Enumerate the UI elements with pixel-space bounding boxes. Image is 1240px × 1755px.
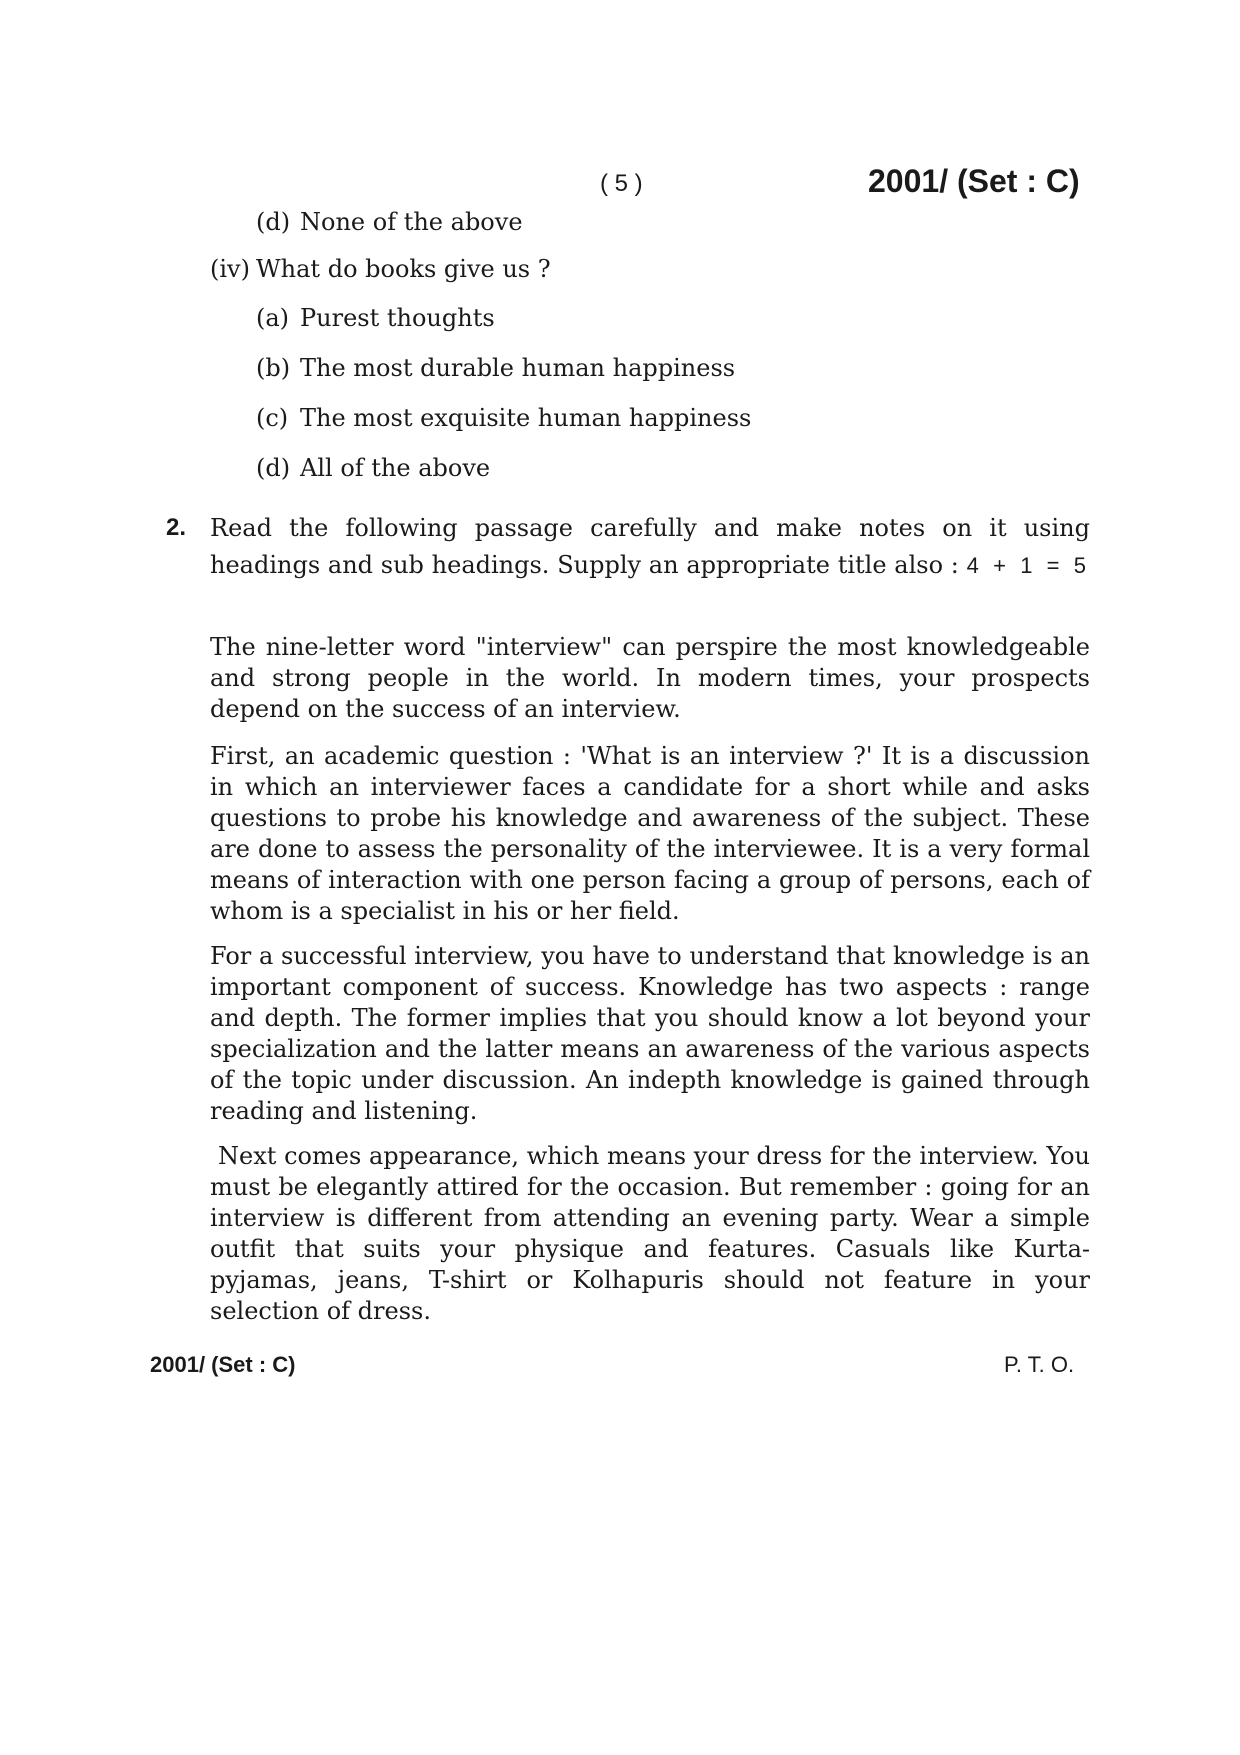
option-label: (d) <box>256 208 291 236</box>
option-label: (a) <box>256 304 290 332</box>
instruction-line-2 <box>210 547 1090 584</box>
passage-paragraph-2: First, an academic question : 'What is an interview ?' It is a discussion in which an interviewer faces a candidate for a short while and asks questions to probe his knowledge and awareness of the subject. These are done to assess the personality of the interviewee. It is a very formal means of interaction with one person facing a group of persons, each of whom is a specialist in his or her field. <box>210 742 1090 925</box>
option-c <box>256 404 751 432</box>
option-text: The most durable human happiness <box>300 354 736 382</box>
prev-option-d <box>256 208 523 236</box>
option-label: (c) <box>256 404 289 432</box>
option-text: Purest thoughts <box>300 304 495 332</box>
question-iv <box>210 255 551 283</box>
question-text: What do books give us ? <box>256 255 551 283</box>
option-d <box>256 454 490 482</box>
passage-paragraph-1: The nine-letter word "interview" can perspire the most knowledgeable and strong people in the world. In modern times, your prospects depend on the success of an interview. <box>210 633 1090 723</box>
option-a <box>256 304 495 332</box>
passage-paragraph-3: For a successful interview, you have to understand that knowledge is an important component of success. Knowledge has two aspects : range and depth. The former implies that you should know a lot beyond your specialization and the latter means an awareness of the various aspects of the topic under discussion. An indepth knowledge is gained through reading and listening. <box>210 942 1090 1125</box>
instruction-text: headings and sub headings. Supply an appropriate title also : <box>210 551 959 579</box>
option-text: All of the above <box>300 454 491 482</box>
instruction-line-1: Read the following passage carefully and make notes on it using <box>210 514 1090 542</box>
option-text: The most exquisite human happiness <box>300 404 752 432</box>
question-2-instruction <box>210 510 1090 584</box>
page-number: ( 5 ) <box>600 170 643 197</box>
passage-paragraph-4: Next comes appearance, which means your dress for the interview. You must be elegantly attired for the occasion. But remember : going for an interview is different from attending an evening party. Wear a simple outfit that suits your physique and features. Casuals like Kurta-pyjamas, jeans, T-shirt or Kolhapuris should not feature in your selection of dress. <box>210 1142 1090 1325</box>
set-code-header: 2001/ (Set : C) <box>868 163 1080 199</box>
question-number: 2. <box>166 514 187 541</box>
pto-label: P. T. O. <box>1004 1352 1075 1377</box>
option-b <box>256 354 735 382</box>
marks-allocation: 4 + 1 = 5 <box>966 553 1090 578</box>
set-code-footer: 2001/ (Set : C) <box>150 1352 296 1377</box>
option-label: (b) <box>256 354 291 382</box>
option-label: (d) <box>256 454 291 482</box>
option-text: None of the above <box>300 208 523 236</box>
question-label: (iv) <box>210 255 250 283</box>
